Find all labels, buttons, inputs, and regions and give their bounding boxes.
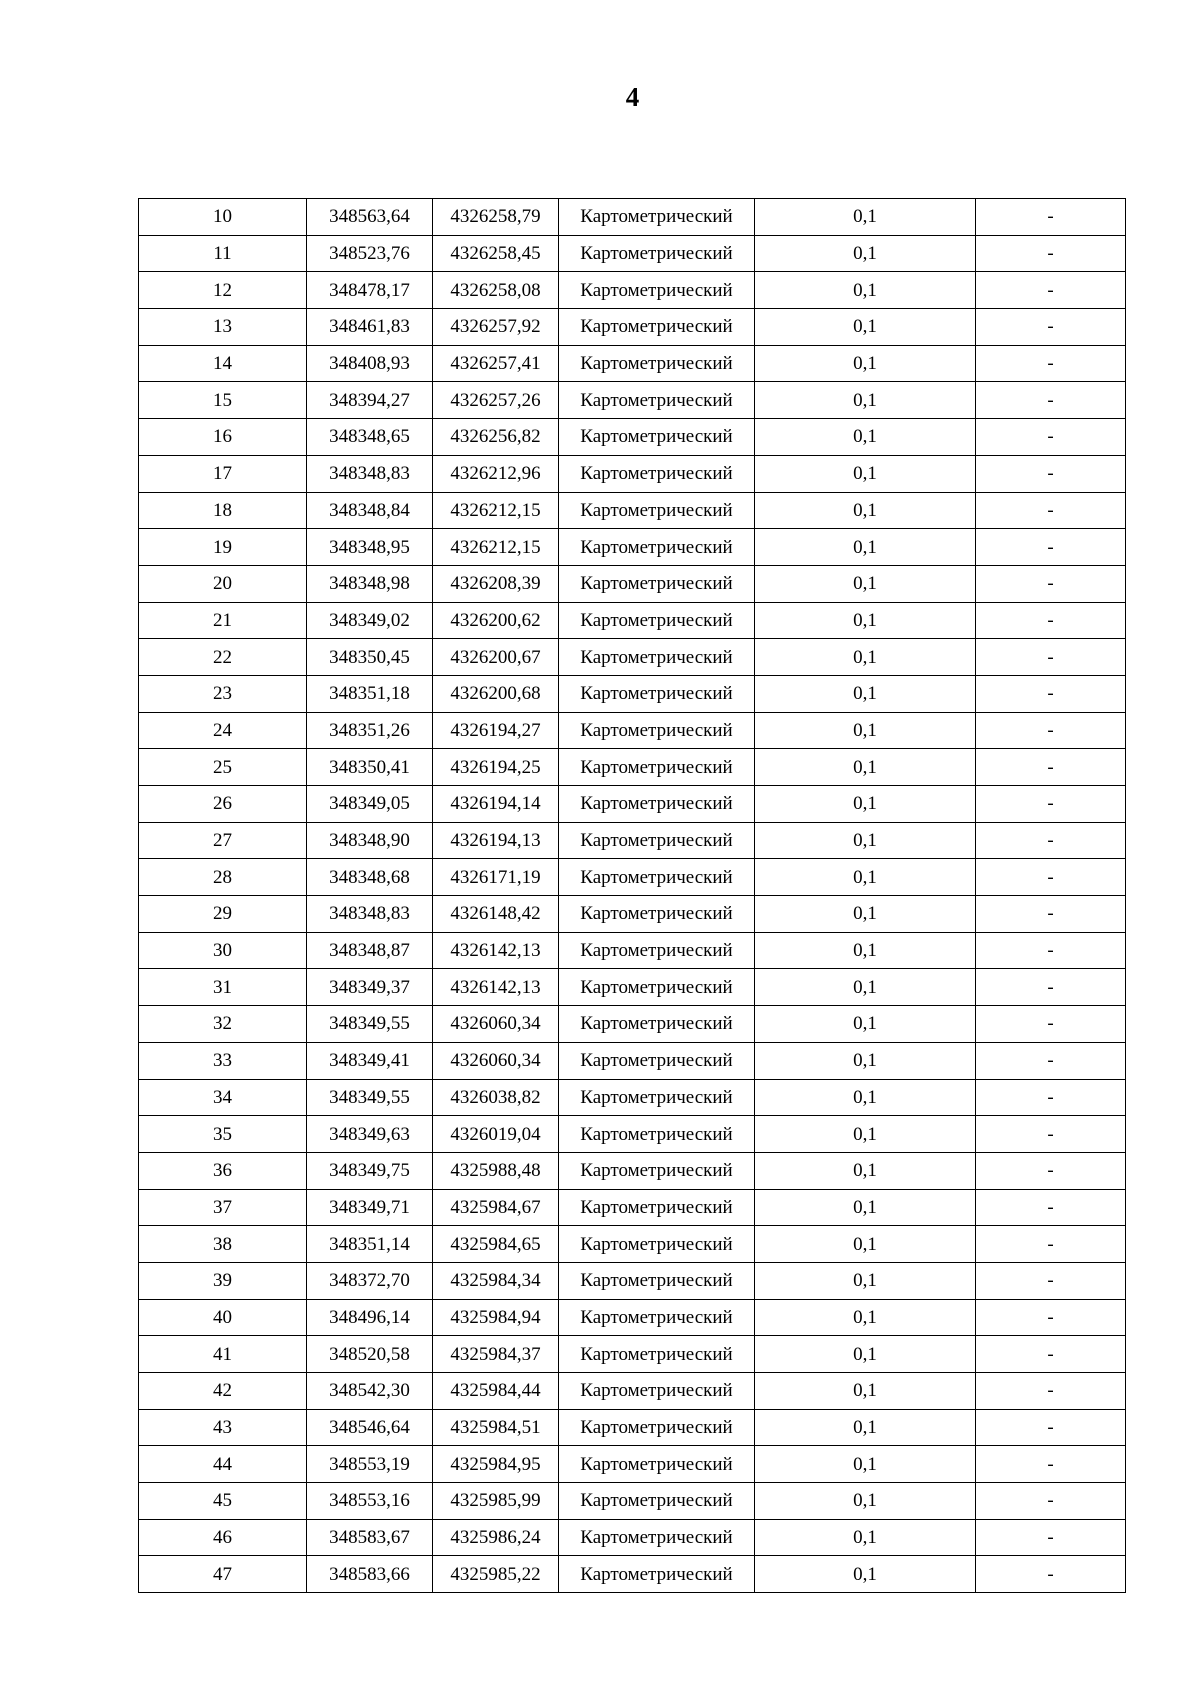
method-cell: Картометрический (559, 749, 755, 786)
point-number-cell: 15 (139, 382, 307, 419)
y-coordinate-cell: 4325986,24 (433, 1519, 559, 1556)
method-cell: Картометрический (559, 1483, 755, 1520)
x-coordinate-cell: 348394,27 (307, 382, 433, 419)
accuracy-cell: 0,1 (755, 1116, 976, 1153)
note-cell: - (976, 529, 1126, 566)
note-cell: - (976, 455, 1126, 492)
point-number-cell: 39 (139, 1262, 307, 1299)
point-number-cell: 17 (139, 455, 307, 492)
y-coordinate-cell: 4325984,65 (433, 1226, 559, 1263)
x-coordinate-cell: 348349,05 (307, 786, 433, 823)
x-coordinate-cell: 348348,98 (307, 565, 433, 602)
method-cell: Картометрический (559, 382, 755, 419)
y-coordinate-cell: 4326148,42 (433, 896, 559, 933)
note-cell: - (976, 1189, 1126, 1226)
point-number-cell: 23 (139, 675, 307, 712)
method-cell: Картометрический (559, 602, 755, 639)
y-coordinate-cell: 4326019,04 (433, 1116, 559, 1153)
note-cell: - (976, 1409, 1126, 1446)
method-cell: Картометрический (559, 1556, 755, 1593)
x-coordinate-cell: 348546,64 (307, 1409, 433, 1446)
point-number-cell: 10 (139, 199, 307, 236)
point-number-cell: 13 (139, 309, 307, 346)
accuracy-cell: 0,1 (755, 932, 976, 969)
point-number-cell: 24 (139, 712, 307, 749)
y-coordinate-cell: 4326171,19 (433, 859, 559, 896)
note-cell: - (976, 1152, 1126, 1189)
x-coordinate-cell: 348350,45 (307, 639, 433, 676)
x-coordinate-cell: 348542,30 (307, 1373, 433, 1410)
accuracy-cell: 0,1 (755, 602, 976, 639)
y-coordinate-cell: 4325984,37 (433, 1336, 559, 1373)
note-cell: - (976, 345, 1126, 382)
point-number-cell: 43 (139, 1409, 307, 1446)
x-coordinate-cell: 348478,17 (307, 272, 433, 309)
method-cell: Картометрический (559, 272, 755, 309)
method-cell: Картометрический (559, 199, 755, 236)
accuracy-cell: 0,1 (755, 529, 976, 566)
y-coordinate-cell: 4326256,82 (433, 419, 559, 456)
note-cell: - (976, 932, 1126, 969)
point-number-cell: 12 (139, 272, 307, 309)
note-cell: - (976, 272, 1126, 309)
table-row (139, 235, 1126, 272)
table-row (139, 272, 1126, 309)
y-coordinate-cell: 4325985,99 (433, 1483, 559, 1520)
method-cell: Картометрический (559, 1519, 755, 1556)
note-cell: - (976, 492, 1126, 529)
method-cell: Картометрический (559, 1079, 755, 1116)
accuracy-cell: 0,1 (755, 786, 976, 823)
point-number-cell: 30 (139, 932, 307, 969)
method-cell: Картометрический (559, 859, 755, 896)
point-number-cell: 44 (139, 1446, 307, 1483)
method-cell: Картометрический (559, 345, 755, 382)
point-number-cell: 35 (139, 1116, 307, 1153)
note-cell: - (976, 969, 1126, 1006)
accuracy-cell: 0,1 (755, 565, 976, 602)
accuracy-cell: 0,1 (755, 1299, 976, 1336)
method-cell: Картометрический (559, 455, 755, 492)
y-coordinate-cell: 4326200,67 (433, 639, 559, 676)
y-coordinate-cell: 4326257,92 (433, 309, 559, 346)
table-row (139, 1336, 1126, 1373)
x-coordinate-cell: 348349,02 (307, 602, 433, 639)
coordinates-table-body (139, 199, 1126, 1593)
point-number-cell: 47 (139, 1556, 307, 1593)
table-row (139, 1373, 1126, 1410)
method-cell: Картометрический (559, 675, 755, 712)
y-coordinate-cell: 4325985,22 (433, 1556, 559, 1593)
y-coordinate-cell: 4326208,39 (433, 565, 559, 602)
y-coordinate-cell: 4326257,26 (433, 382, 559, 419)
x-coordinate-cell: 348520,58 (307, 1336, 433, 1373)
point-number-cell: 27 (139, 822, 307, 859)
x-coordinate-cell: 348348,90 (307, 822, 433, 859)
table-row (139, 1519, 1126, 1556)
table-row (139, 675, 1126, 712)
y-coordinate-cell: 4326194,27 (433, 712, 559, 749)
note-cell: - (976, 1556, 1126, 1593)
point-number-cell: 33 (139, 1042, 307, 1079)
y-coordinate-cell: 4326194,25 (433, 749, 559, 786)
point-number-cell: 18 (139, 492, 307, 529)
x-coordinate-cell: 348348,84 (307, 492, 433, 529)
accuracy-cell: 0,1 (755, 859, 976, 896)
accuracy-cell: 0,1 (755, 382, 976, 419)
method-cell: Картометрический (559, 309, 755, 346)
accuracy-cell: 0,1 (755, 822, 976, 859)
y-coordinate-cell: 4326257,41 (433, 345, 559, 382)
table-row (139, 1189, 1126, 1226)
point-number-cell: 34 (139, 1079, 307, 1116)
point-number-cell: 21 (139, 602, 307, 639)
y-coordinate-cell: 4326212,15 (433, 492, 559, 529)
table-row (139, 1483, 1126, 1520)
accuracy-cell: 0,1 (755, 1226, 976, 1263)
method-cell: Картометрический (559, 1226, 755, 1263)
accuracy-cell: 0,1 (755, 1262, 976, 1299)
x-coordinate-cell: 348461,83 (307, 309, 433, 346)
x-coordinate-cell: 348563,64 (307, 199, 433, 236)
table-row (139, 199, 1126, 236)
table-row (139, 969, 1126, 1006)
y-coordinate-cell: 4326200,62 (433, 602, 559, 639)
accuracy-cell: 0,1 (755, 1446, 976, 1483)
accuracy-cell: 0,1 (755, 1556, 976, 1593)
note-cell: - (976, 1262, 1126, 1299)
y-coordinate-cell: 4326194,13 (433, 822, 559, 859)
accuracy-cell: 0,1 (755, 969, 976, 1006)
table-row (139, 749, 1126, 786)
note-cell: - (976, 1006, 1126, 1043)
method-cell: Картометрический (559, 1262, 755, 1299)
x-coordinate-cell: 348350,41 (307, 749, 433, 786)
table-row (139, 1262, 1126, 1299)
accuracy-cell: 0,1 (755, 1042, 976, 1079)
x-coordinate-cell: 348351,26 (307, 712, 433, 749)
point-number-cell: 25 (139, 749, 307, 786)
point-number-cell: 31 (139, 969, 307, 1006)
note-cell: - (976, 749, 1126, 786)
y-coordinate-cell: 4326258,08 (433, 272, 559, 309)
y-coordinate-cell: 4325984,67 (433, 1189, 559, 1226)
table-row (139, 529, 1126, 566)
note-cell: - (976, 896, 1126, 933)
note-cell: - (976, 1336, 1126, 1373)
accuracy-cell: 0,1 (755, 1336, 976, 1373)
accuracy-cell: 0,1 (755, 896, 976, 933)
table-row (139, 1042, 1126, 1079)
point-number-cell: 19 (139, 529, 307, 566)
y-coordinate-cell: 4325984,44 (433, 1373, 559, 1410)
method-cell: Картометрический (559, 969, 755, 1006)
note-cell: - (976, 1373, 1126, 1410)
table-row (139, 1079, 1126, 1116)
table-row (139, 455, 1126, 492)
point-number-cell: 32 (139, 1006, 307, 1043)
point-number-cell: 11 (139, 235, 307, 272)
table-row (139, 1409, 1126, 1446)
point-number-cell: 45 (139, 1483, 307, 1520)
page-number: 4 (625, 82, 640, 112)
point-number-cell: 40 (139, 1299, 307, 1336)
x-coordinate-cell: 348351,18 (307, 675, 433, 712)
point-number-cell: 29 (139, 896, 307, 933)
accuracy-cell: 0,1 (755, 492, 976, 529)
y-coordinate-cell: 4325984,34 (433, 1262, 559, 1299)
x-coordinate-cell: 348372,70 (307, 1262, 433, 1299)
table-row (139, 419, 1126, 456)
note-cell: - (976, 1226, 1126, 1263)
y-coordinate-cell: 4326212,96 (433, 455, 559, 492)
point-number-cell: 38 (139, 1226, 307, 1263)
note-cell: - (976, 1079, 1126, 1116)
point-number-cell: 20 (139, 565, 307, 602)
accuracy-cell: 0,1 (755, 235, 976, 272)
note-cell: - (976, 602, 1126, 639)
accuracy-cell: 0,1 (755, 309, 976, 346)
method-cell: Картометрический (559, 1336, 755, 1373)
method-cell: Картометрический (559, 1116, 755, 1153)
method-cell: Картометрический (559, 1299, 755, 1336)
accuracy-cell: 0,1 (755, 1152, 976, 1189)
method-cell: Картометрический (559, 712, 755, 749)
note-cell: - (976, 639, 1126, 676)
method-cell: Картометрический (559, 896, 755, 933)
note-cell: - (976, 1483, 1126, 1520)
point-number-cell: 28 (139, 859, 307, 896)
note-cell: - (976, 1446, 1126, 1483)
x-coordinate-cell: 348349,75 (307, 1152, 433, 1189)
point-number-cell: 36 (139, 1152, 307, 1189)
table-row (139, 565, 1126, 602)
accuracy-cell: 0,1 (755, 1006, 976, 1043)
note-cell: - (976, 1042, 1126, 1079)
x-coordinate-cell: 348349,37 (307, 969, 433, 1006)
method-cell: Картометрический (559, 1152, 755, 1189)
y-coordinate-cell: 4326038,82 (433, 1079, 559, 1116)
table-row (139, 492, 1126, 529)
x-coordinate-cell: 348348,87 (307, 932, 433, 969)
note-cell: - (976, 199, 1126, 236)
accuracy-cell: 0,1 (755, 712, 976, 749)
x-coordinate-cell: 348349,55 (307, 1006, 433, 1043)
method-cell: Картометрический (559, 565, 755, 602)
method-cell: Картометрический (559, 1042, 755, 1079)
table-row (139, 1446, 1126, 1483)
note-cell: - (976, 1299, 1126, 1336)
x-coordinate-cell: 348348,83 (307, 896, 433, 933)
method-cell: Картометрический (559, 639, 755, 676)
table-row (139, 1152, 1126, 1189)
x-coordinate-cell: 348349,41 (307, 1042, 433, 1079)
y-coordinate-cell: 4326200,68 (433, 675, 559, 712)
table-row (139, 602, 1126, 639)
x-coordinate-cell: 348496,14 (307, 1299, 433, 1336)
point-number-cell: 16 (139, 419, 307, 456)
table-row (139, 822, 1126, 859)
table-row (139, 1006, 1126, 1043)
x-coordinate-cell: 348351,14 (307, 1226, 433, 1263)
table-row (139, 345, 1126, 382)
x-coordinate-cell: 348408,93 (307, 345, 433, 382)
table-row (139, 896, 1126, 933)
accuracy-cell: 0,1 (755, 639, 976, 676)
x-coordinate-cell: 348349,71 (307, 1189, 433, 1226)
point-number-cell: 22 (139, 639, 307, 676)
table-row (139, 1299, 1126, 1336)
method-cell: Картометрический (559, 1189, 755, 1226)
method-cell: Картометрический (559, 932, 755, 969)
point-number-cell: 14 (139, 345, 307, 382)
accuracy-cell: 0,1 (755, 1483, 976, 1520)
y-coordinate-cell: 4325984,94 (433, 1299, 559, 1336)
accuracy-cell: 0,1 (755, 1189, 976, 1226)
y-coordinate-cell: 4326142,13 (433, 932, 559, 969)
method-cell: Картометрический (559, 786, 755, 823)
y-coordinate-cell: 4326060,34 (433, 1042, 559, 1079)
note-cell: - (976, 786, 1126, 823)
accuracy-cell: 0,1 (755, 675, 976, 712)
y-coordinate-cell: 4325984,95 (433, 1446, 559, 1483)
point-number-cell: 37 (139, 1189, 307, 1226)
accuracy-cell: 0,1 (755, 419, 976, 456)
accuracy-cell: 0,1 (755, 199, 976, 236)
x-coordinate-cell: 348348,95 (307, 529, 433, 566)
point-number-cell: 42 (139, 1373, 307, 1410)
table-row (139, 786, 1126, 823)
accuracy-cell: 0,1 (755, 345, 976, 382)
table-row (139, 382, 1126, 419)
method-cell: Картометрический (559, 419, 755, 456)
note-cell: - (976, 565, 1126, 602)
x-coordinate-cell: 348553,16 (307, 1483, 433, 1520)
method-cell: Картометрический (559, 235, 755, 272)
x-coordinate-cell: 348583,67 (307, 1519, 433, 1556)
x-coordinate-cell: 348348,68 (307, 859, 433, 896)
table-row (139, 309, 1126, 346)
point-number-cell: 26 (139, 786, 307, 823)
method-cell: Картометрический (559, 1446, 755, 1483)
method-cell: Картометрический (559, 822, 755, 859)
accuracy-cell: 0,1 (755, 749, 976, 786)
accuracy-cell: 0,1 (755, 272, 976, 309)
table-row (139, 639, 1126, 676)
accuracy-cell: 0,1 (755, 1519, 976, 1556)
x-coordinate-cell: 348348,83 (307, 455, 433, 492)
note-cell: - (976, 675, 1126, 712)
note-cell: - (976, 382, 1126, 419)
y-coordinate-cell: 4326060,34 (433, 1006, 559, 1043)
accuracy-cell: 0,1 (755, 1409, 976, 1446)
table-row (139, 1116, 1126, 1153)
point-number-cell: 46 (139, 1519, 307, 1556)
y-coordinate-cell: 4326258,45 (433, 235, 559, 272)
x-coordinate-cell: 348349,63 (307, 1116, 433, 1153)
note-cell: - (976, 822, 1126, 859)
method-cell: Картометрический (559, 1409, 755, 1446)
point-number-cell: 41 (139, 1336, 307, 1373)
accuracy-cell: 0,1 (755, 1373, 976, 1410)
table-row (139, 712, 1126, 749)
method-cell: Картометрический (559, 1373, 755, 1410)
y-coordinate-cell: 4325984,51 (433, 1409, 559, 1446)
note-cell: - (976, 419, 1126, 456)
accuracy-cell: 0,1 (755, 1079, 976, 1116)
y-coordinate-cell: 4326142,13 (433, 969, 559, 1006)
method-cell: Картометрический (559, 492, 755, 529)
table-row (139, 859, 1126, 896)
x-coordinate-cell: 348583,66 (307, 1556, 433, 1593)
y-coordinate-cell: 4326258,79 (433, 199, 559, 236)
y-coordinate-cell: 4326212,15 (433, 529, 559, 566)
note-cell: - (976, 1519, 1126, 1556)
x-coordinate-cell: 348349,55 (307, 1079, 433, 1116)
x-coordinate-cell: 348348,65 (307, 419, 433, 456)
y-coordinate-cell: 4326194,14 (433, 786, 559, 823)
table-row (139, 1226, 1126, 1263)
x-coordinate-cell: 348523,76 (307, 235, 433, 272)
accuracy-cell: 0,1 (755, 455, 976, 492)
x-coordinate-cell: 348553,19 (307, 1446, 433, 1483)
note-cell: - (976, 309, 1126, 346)
note-cell: - (976, 1116, 1126, 1153)
note-cell: - (976, 859, 1126, 896)
method-cell: Картометрический (559, 1006, 755, 1043)
note-cell: - (976, 235, 1126, 272)
note-cell: - (976, 712, 1126, 749)
table-row (139, 1556, 1126, 1593)
y-coordinate-cell: 4325988,48 (433, 1152, 559, 1189)
table-row (139, 932, 1126, 969)
coordinates-table (138, 198, 1126, 1593)
method-cell: Картометрический (559, 529, 755, 566)
